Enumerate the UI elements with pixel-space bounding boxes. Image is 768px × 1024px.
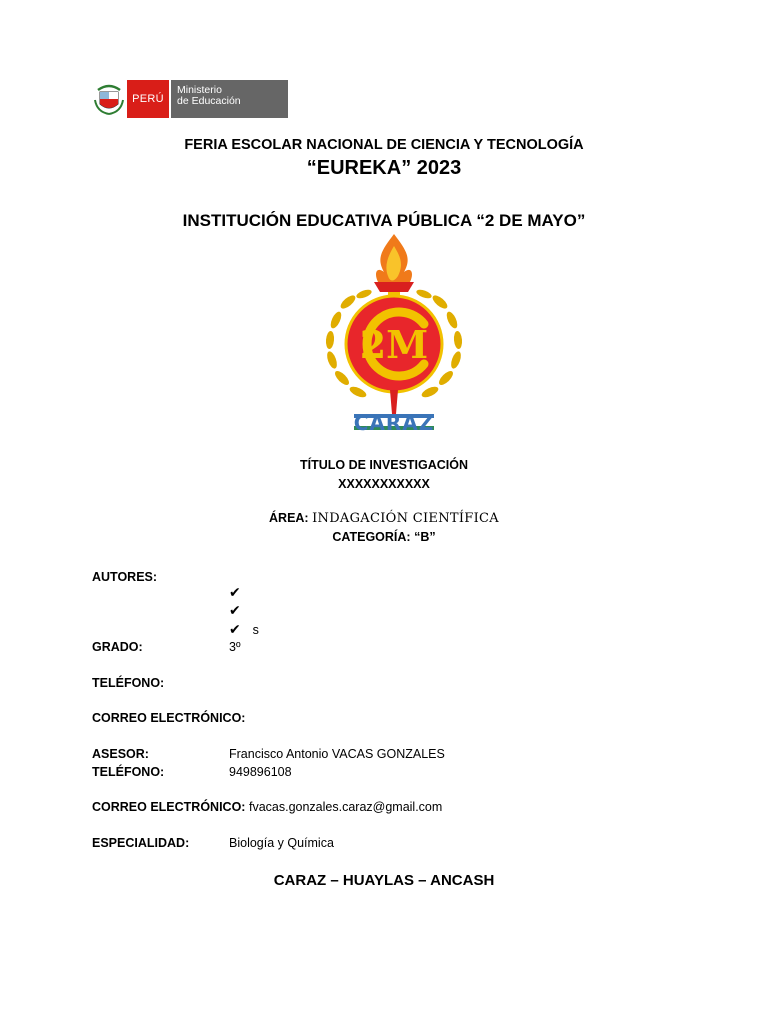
emblem-caraz-text: CARAZ xyxy=(353,411,435,435)
asesor-correo-value: fvacas.gonzales.caraz@gmail.com xyxy=(248,800,443,814)
ministry-label xyxy=(177,85,241,107)
event-name: FERIA ESCOLAR NACIONAL DE CIENCIA Y TECNOLOGÍA xyxy=(184,137,584,153)
peru-coat-of-arms-icon xyxy=(92,80,126,118)
ministry-label-line2: de Educación xyxy=(177,95,241,107)
peru-label: PERÚ xyxy=(132,93,164,105)
grado-value: 3º xyxy=(229,640,241,654)
checkmark-icon: ✔ xyxy=(229,584,241,600)
author-name: s xyxy=(252,623,259,637)
asesor-telefono-label: TELÉFONO: xyxy=(92,765,165,779)
author-item xyxy=(229,621,259,638)
area-line xyxy=(0,511,768,526)
asesor-correo-label: CORREO ELECTRÓNICO: xyxy=(92,800,246,814)
author-item xyxy=(229,602,249,619)
research-title-label: TÍTULO DE INVESTIGACIÓN xyxy=(299,458,469,472)
especialidad-label: ESPECIALIDAD: xyxy=(92,836,190,850)
author-item xyxy=(229,584,249,601)
asesor-label: ASESOR: xyxy=(92,747,149,761)
emblem-monogram: 2M xyxy=(359,322,429,367)
especialidad-value: Biología y Química xyxy=(229,836,334,850)
area-label: ÁREA: xyxy=(269,511,309,525)
school-emblem xyxy=(320,232,468,438)
institution-name: INSTITUCIÓN EDUCATIVA PÚBLICA “2 DE MAYO” xyxy=(182,211,586,230)
authors-label: AUTORES: xyxy=(92,570,158,584)
location-footer: CARAZ – HUAYLAS – ANCASH xyxy=(273,872,495,889)
area-value: INDAGACIÓN CIENTÍFICA xyxy=(312,511,499,526)
grado-label: GRADO: xyxy=(92,640,143,654)
asesor-value: Francisco Antonio VACAS GONZALES xyxy=(229,747,445,761)
checkmark-icon: ✔ xyxy=(229,602,241,618)
asesor-correo-line xyxy=(92,800,442,814)
category-line xyxy=(0,530,768,544)
ministry-label-line1: Ministerio xyxy=(177,84,222,96)
category-value: “B” xyxy=(414,530,436,544)
checkmark-icon: ✔ xyxy=(229,621,241,637)
category-label: CATEGORÍA: xyxy=(332,530,411,544)
correo-label: CORREO ELECTRÓNICO: xyxy=(92,711,246,725)
asesor-telefono-value: 949896108 xyxy=(229,765,292,779)
event-edition: “EUREKA” 2023 xyxy=(306,157,462,179)
telefono-label: TELÉFONO: xyxy=(92,676,165,690)
research-title-value: XXXXXXXXXXX xyxy=(338,477,430,491)
